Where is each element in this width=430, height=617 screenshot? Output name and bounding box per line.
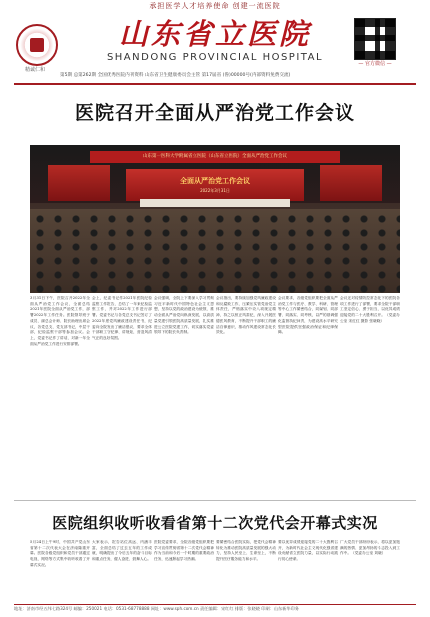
article-column: 会议要求，各级党组织要把全面从严治党工作与医疗、教学、科研、管理等中心工作紧密结合，同谋划、同部署、同落实、同考核，以严的基调强化监督执纪问责，为建设高水平研究型医院提供坚强政治保证和纪律保障。 bbox=[278, 296, 338, 335]
logo-caption: 精诚仁和 bbox=[24, 67, 45, 73]
main-headline: 医院召开全面从严治党工作会议 bbox=[74, 102, 355, 124]
photo-audience bbox=[30, 209, 400, 293]
top-slogan: 承担医学人才培养使命 创建一流医院 bbox=[149, 2, 281, 10]
article-column: 医院党委要求，全院各级党组织要把学习宣传贯彻省第十二次党代会精神作为当前和今后一个时期的重要政治任务，迅速掀起学习热潮。 bbox=[154, 540, 214, 562]
photo-podium bbox=[140, 199, 290, 207]
article-column: 3月31日下午，医院召开2022年全面从严治党工作会议，全面总结2021年医院全面从严治党工作，部署2022年工作任务。医院领导班子成员、副总会计师、院长助理出席会议，各党总支、党支部书记，中层干部，纪检监察干部等参加会议。会上，党委书记作了讲话，对新一年全面从严治党工作进行安排部署。 bbox=[30, 296, 90, 346]
article-column: 广大党员干部纷纷表示，将以更加饱满的热情、更加昂扬的斗志投入到工作中。（党委办公室 刘晓） bbox=[340, 540, 400, 556]
conference-photo bbox=[30, 145, 400, 293]
article-column: 会议强调，全院上下要深入学习贯彻习近平新时代中国特色社会主义思想，坚持以党的政治建设为统领，推动全面从严治党向纵深发展，以高质量党建引领医院高质量发展，扎实推进公立医院党建工作，切实落实党委领导下的院长负责制。 bbox=[154, 296, 214, 335]
article-column: 会上，纪委书记作2021年医院纪检监察工作报告，总结了一年来纪检监察工作，并对2022年工作进行部署。党委书记与各党总支书记签订了2022年度党风廉政建设责任书，纪委向全院发出了廉洁倡议，要求全体干部职工守纪律、讲规矩，营造风清气正的良好氛围。 bbox=[92, 296, 152, 340]
issue-info-bar: 第5期 总第262期 全国优秀医院内刊资料 山东省卫生健康委员会主管 第17届省 (鲁)00000号(内部资料免费交流) bbox=[60, 73, 291, 78]
article-column: 会议指出，要持续加强党风廉政建设和反腐败工作，压紧压实管党治党主体责任，严格落实中央八项规定精神，持之以恒正风肃纪，深入开展医德医风教育，不断提升干部职工的廉洁自律意识，推动作风建设常态化长效化。 bbox=[216, 296, 276, 335]
photo-screen-title: 全面从严治党工作会议 bbox=[180, 176, 250, 185]
photo-right-screen bbox=[320, 165, 382, 201]
article-column: 会议还对疫情防控常态化下的医院各项工作进行了部署，要求全院干部职工坚定信心、勇于担当，以优异成绩迎接党的二十大胜利召开。（党委办公室 宋红红 摄影 张晓晓） bbox=[340, 296, 400, 323]
footer-divider bbox=[14, 604, 416, 605]
section-divider bbox=[14, 500, 416, 501]
masthead bbox=[0, 12, 430, 72]
newspaper-title: 山东省立医院 bbox=[118, 17, 311, 51]
newspaper-title-english: SHANDONG PROVINCIAL HOSPITAL bbox=[106, 52, 324, 63]
photo-left-screen bbox=[48, 165, 110, 201]
hospital-logo-icon bbox=[16, 24, 58, 66]
article-column: 大家表示，报告站位高远、内涵丰富，全面总结了过去五年的工作成就，明确提出了今后五年的奋斗目标和重点任务，催人奋进、鼓舞人心。 bbox=[92, 540, 152, 562]
second-headline: 医院组织收听收看省第十二次党代会开幕式实况 bbox=[52, 514, 378, 532]
article-column: 5月24日上午9时，中国共产党山东省第十二次代表大会在济南隆重开幕。医院各级党组织和党员干部通过电视、网络等方式集中收听收看了开幕式实况。 bbox=[30, 540, 90, 567]
second-article bbox=[30, 540, 400, 600]
photo-main-screen bbox=[126, 169, 304, 201]
qr-code-icon bbox=[354, 18, 396, 60]
photo-screen-date: 2022年3月31日 bbox=[200, 188, 230, 193]
qr-caption: — 官方微信 — bbox=[358, 61, 392, 67]
photo-banner: 山东第一医科大学附属省立医院（山东省立医院）全面从严治党工作会议 bbox=[90, 151, 340, 163]
main-article bbox=[30, 296, 400, 496]
footer-info: 地址：济南市经五纬七路324号 邮编：250021 电话：0531-68778888 网址：www.sph.com.cn 责任编辑：宋红红 排版：张晓晓 印刷：山东新华印务 bbox=[14, 606, 299, 611]
masthead-divider bbox=[14, 83, 416, 85]
article-column: 要紧密结合医院实际，把党代会精神转化为推动医院高质量发展的强大动力，坚持人民至上、生命至上，不断提升医疗服务能力和水平。 bbox=[216, 540, 276, 562]
article-column: 要以优异成绩迎接党的二十大胜利召开，为新时代社会主义现代化强省建设贡献省立医院力量，以实际行动践行初心使命。 bbox=[278, 540, 338, 562]
